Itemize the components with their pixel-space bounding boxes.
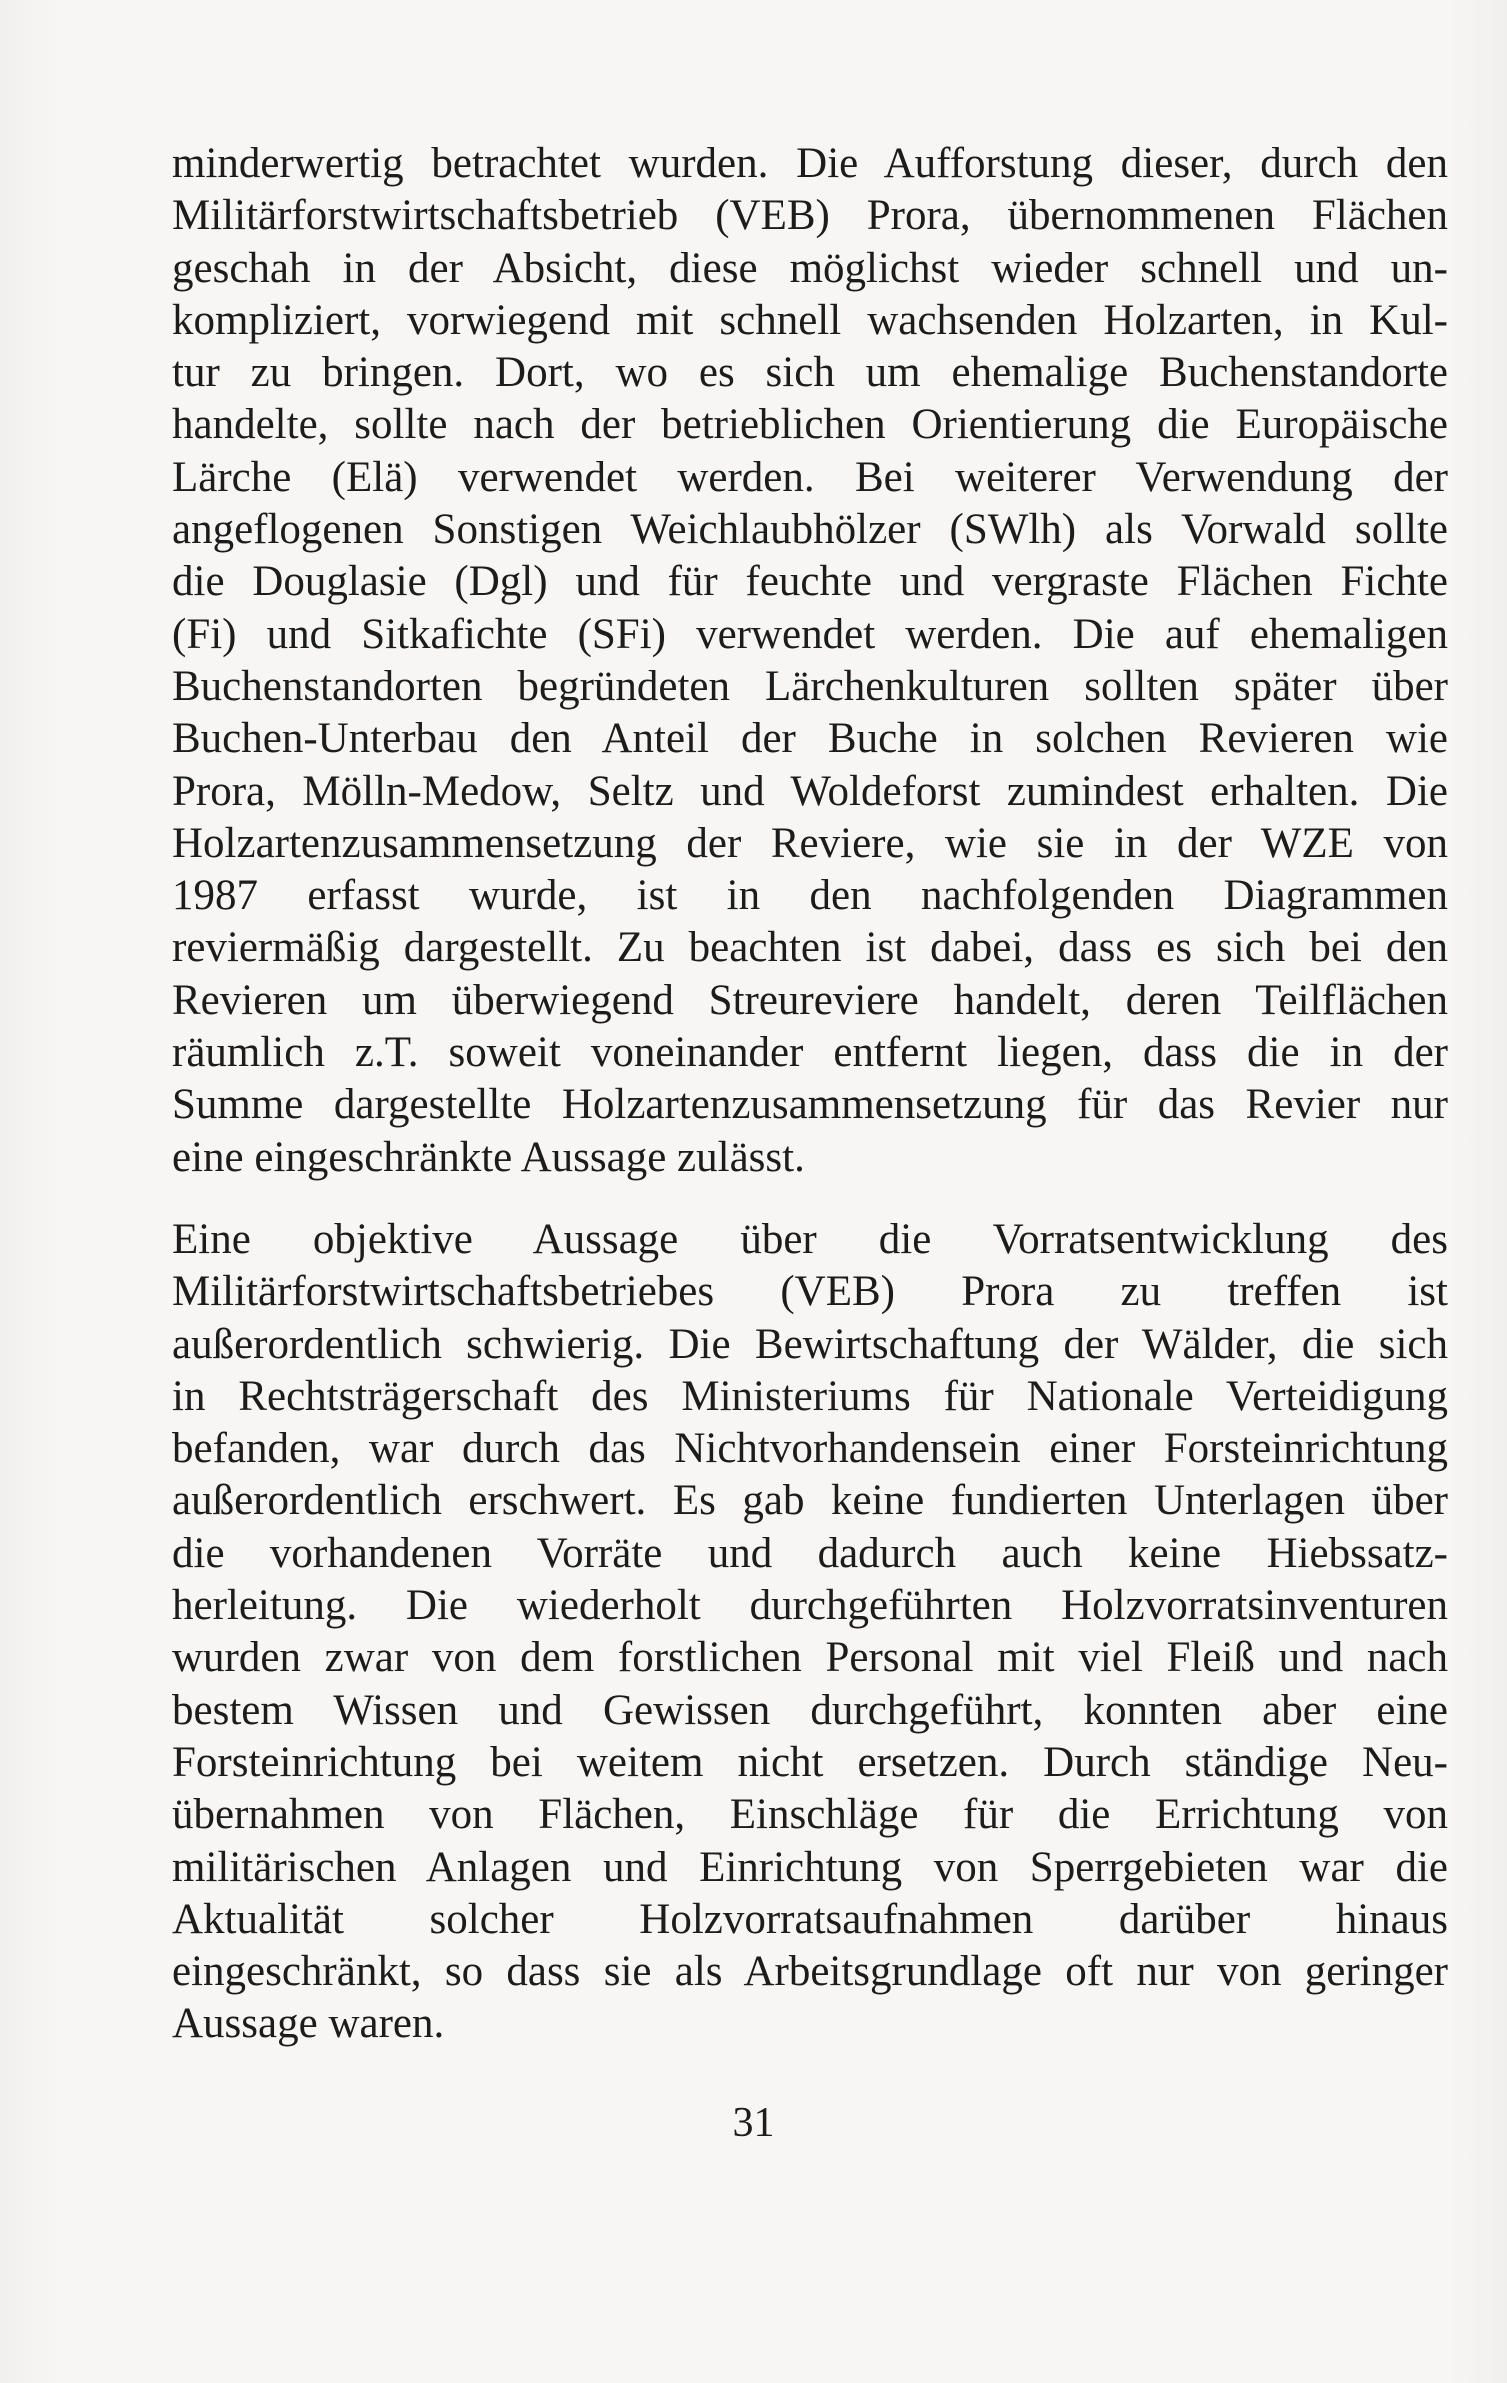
text-line: bestem Wissen und Gewissen durchgeführt, konnten aber eine [172,1686,1448,1734]
text-line: wurden zwar von dem forstlichen Personal mit viel Fleiß und nach [172,1634,1448,1682]
text-line: Buchen-Unterbau den Anteil der Buche in solchen Revieren wie [172,715,1448,763]
text-line: Aktualität solcher Holzvorratsaufnahmen darüber hinaus [172,1895,1448,1943]
text-line: Prora, Mölln-Medow, Seltz und Woldeforst zumindest erhalten. Die [172,767,1448,815]
body-text [172,138,1448,2051]
text-line: kompliziert, vorwiegend mit schnell wachsenden Holzarten, in Kul- [172,296,1448,344]
text-line: Aussage waren. [172,2000,445,2048]
text-line: handelte, sollte nach der betrieblichen Orientierung die Europäische [172,401,1448,449]
text-line: angeflogenen Sonstigen Weichlaubhölzer (SWlh) als Vorwald sollte [172,506,1448,554]
text-line: außerordentlich schwierig. Die Bewirtschaftung der Wälder, die sich [172,1320,1448,1368]
text-line: geschah in der Absicht, diese möglichst wieder schnell und un- [172,244,1448,292]
text-line: herleitung. Die wiederholt durchgeführten Holzvorratsinventuren [172,1582,1448,1630]
text-line: Militärforstwirtschaftsbetriebes (VEB) Prora zu treffen ist [172,1268,1448,1316]
text-line: außerordentlich erschwert. Es gab keine fundierten Unterlagen über [172,1477,1448,1525]
text-line: militärischen Anlagen und Einrichtung von Sperrgebieten war die [172,1843,1448,1891]
text-line: Militärforstwirtschaftsbetrieb (VEB) Prora, übernommenen Flächen [172,192,1448,240]
text-line: Lärche (Elä) verwendet werden. Bei weiterer Verwendung der [172,453,1448,501]
text-line: Revieren um überwiegend Streureviere handelt, deren Teilflächen [172,976,1448,1024]
paragraph-1 [172,138,1448,1184]
page-number: 31 [732,2100,775,2146]
paragraph-2 [172,1214,1448,2051]
text-line: Eine objektive Aussage über die Vorratsentwicklung des [172,1215,1448,1263]
text-line: eine eingeschränkte Aussage zulässt. [172,1133,805,1181]
text-line: die vorhandenen Vorräte und dadurch auch keine Hiebssatz- [172,1529,1448,1577]
text-line: Forsteinrichtung bei weitem nicht ersetzen. Durch ständige Neu- [172,1738,1448,1786]
text-line: in Rechtsträgerschaft des Ministeriums für Nationale Verteidigung [172,1372,1448,1420]
paragraph-spacer [172,1184,1448,1214]
text-line: räumlich z.T. soweit voneinander entfernt liegen, dass die in der [172,1029,1448,1077]
text-line: übernahmen von Flächen, Einschläge für die Errichtung von [172,1791,1448,1839]
text-line: tur zu bringen. Dort, wo es sich um ehemalige Buchenstandorte [172,349,1448,397]
text-line: minderwertig betrachtet wurden. Die Aufforstung dieser, durch den [172,140,1448,187]
text-line: Summe dargestellte Holzartenzusammensetzung für das Revier nur [172,1081,1448,1129]
text-line: reviermäßig dargestellt. Zu beachten ist dabei, dass es sich bei den [172,924,1448,972]
text-line: eingeschränkt, so dass sie als Arbeitsgrundlage oft nur von geringer [172,1948,1448,1996]
text-line: (Fi) und Sitkafichte (SFi) verwendet werden. Die auf ehemaligen [172,610,1448,658]
text-line: 1987 erfasst wurde, ist in den nachfolgenden Diagrammen [172,872,1448,920]
text-line: befanden, war durch das Nichtvorhandensein einer Forsteinrichtung [172,1425,1448,1473]
text-line: Holzartenzusammensetzung der Reviere, wie sie in der WZE von [172,819,1448,867]
text-line: die Douglasie (Dgl) und für feuchte und vergraste Flächen Fichte [172,558,1448,606]
text-line: Buchenstandorten begründeten Lärchenkulturen sollten später über [172,662,1448,710]
